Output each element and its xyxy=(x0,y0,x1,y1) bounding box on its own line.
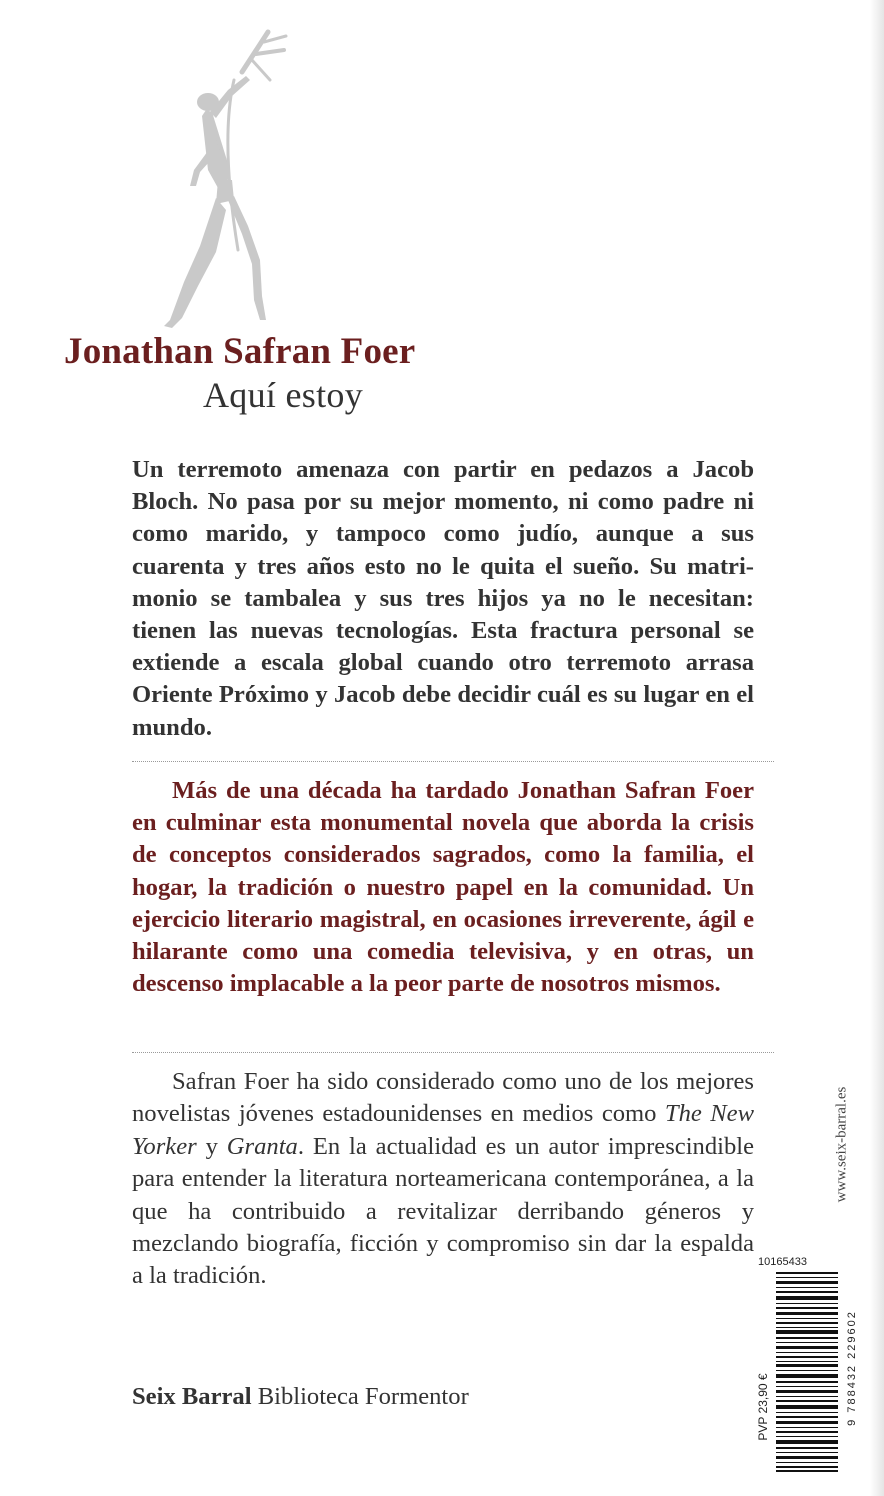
bio-text: Safran Foer ha sido considerado como uno de los mejores novelistas jóvenes estadounidenses en medios como xyxy=(132,1068,754,1128)
price-text: PVP 23,90 € xyxy=(756,1373,770,1441)
barcode-icon xyxy=(776,1272,838,1472)
magazine-name: Granta xyxy=(226,1132,298,1160)
bio-text: . En la actualidad es un autor imprescindible para entender la literatura norteamericana contemporánea, a la que ha contribuido a revitalizar derribando géneros y mezclando biografía, ficción y compromiso sin dar la espalda a la tradición. xyxy=(132,1132,754,1290)
highlight-paragraph: Más de una década ha tardado Jonathan Safran Foer en culminar esta monumental novela que aborda la crisis de conceptos considerados sagrados, como la familia, el hogar, la tradición o nuestro papel en la comunidad. Un ejercicio literario magistral, en ocasiones irreverente, ágil e hilarante como una comedia televisiva, y en otras, un descenso implacable a la peor parte de nosotros mismos. xyxy=(132,777,754,998)
divider xyxy=(132,761,774,762)
website-url xyxy=(826,1070,856,1230)
price-label xyxy=(748,1360,778,1470)
imprint-line xyxy=(132,1383,632,1411)
isbn-internal-code: 10165433 xyxy=(758,1256,807,1268)
barcode-digits-text: 9 788432 229602 xyxy=(846,1310,858,1426)
cave-painting-archer-icon xyxy=(160,20,300,350)
bio-text: y xyxy=(196,1132,227,1160)
divider xyxy=(132,1052,774,1053)
publisher-name: Seix Barral xyxy=(132,1383,252,1410)
book-title: Aquí estoy xyxy=(203,375,363,415)
author-name: Jonathan Safran Foer xyxy=(64,331,416,372)
magazine-name: The New Yorker xyxy=(132,1100,754,1160)
collection-name: Biblioteca Formentor xyxy=(257,1383,469,1410)
bio-paragraph xyxy=(132,1066,754,1293)
barcode-digits xyxy=(842,1270,862,1470)
website-text: www.seix-barral.es xyxy=(833,1086,850,1203)
synopsis-paragraph: Un terremoto amenaza con partir en pedazos a Jacob Bloch. No pasa por su mejor momento, ni como padre ni como marido, y tampoco como judío, aunque a sus cuarenta y tres años esto no le quita el sueño. Su matrimonio se tambalea y sus tres hijos ya no le necesitan: tienen las nuevas tecnologías. Esta fractura personal se extiende a escala global cuando otro terremoto arrasa Oriente Próximo y Jacob debe decidir cuál es su lugar en el mundo. xyxy=(132,456,754,741)
page-edge-shadow xyxy=(870,0,884,1496)
